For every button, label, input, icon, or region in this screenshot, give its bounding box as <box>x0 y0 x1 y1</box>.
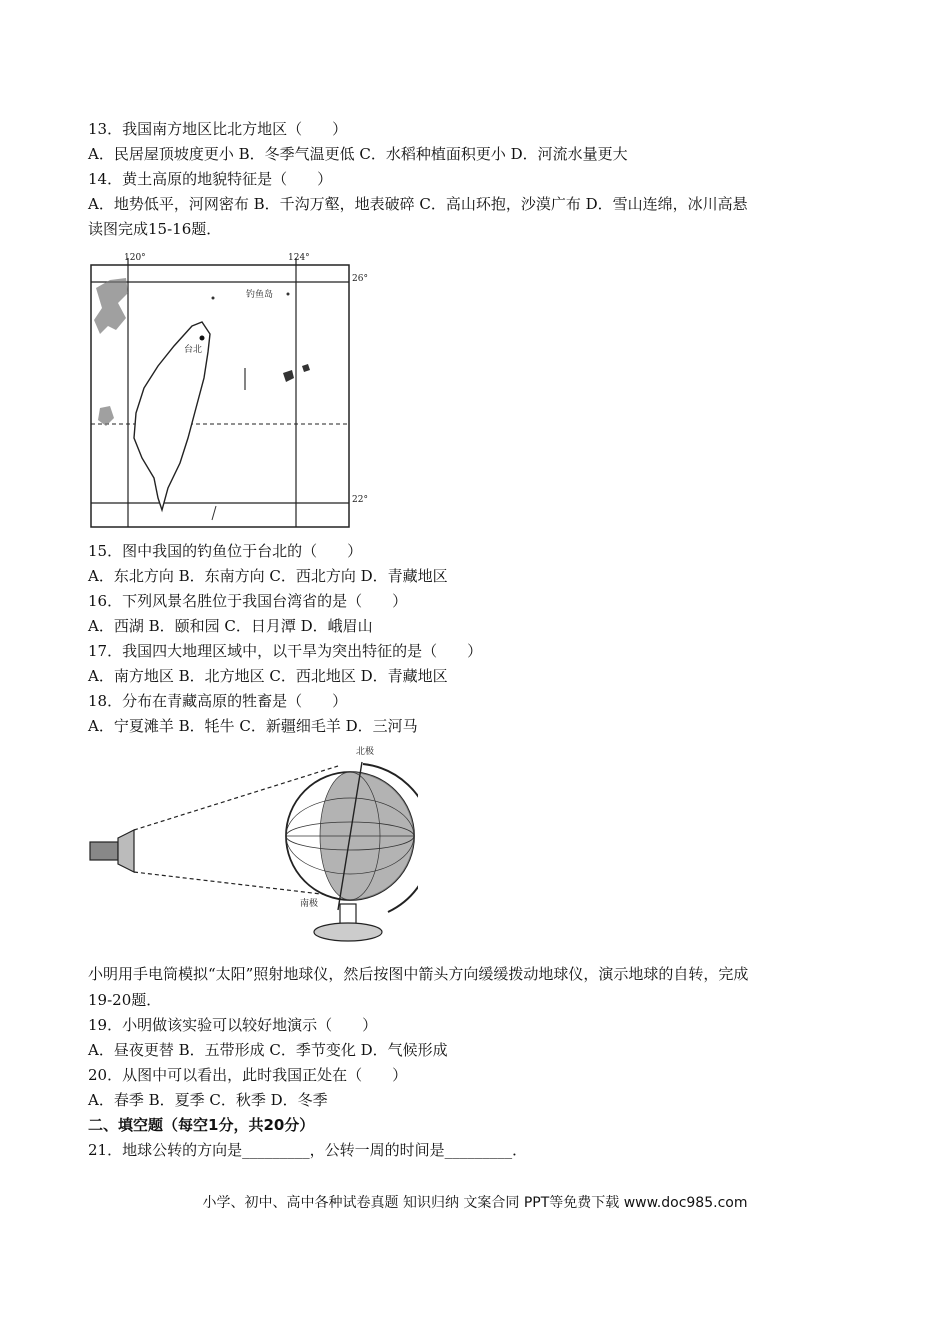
question-14-options: A．地势低平，河网密布 B．千沟万壑，地表破碎 C．高山环抱，沙漠广布 D．雪山连绵，冰川高悬 <box>88 195 748 213</box>
map-lon-120: 120° <box>124 253 146 263</box>
map-lat-26: 26° <box>352 274 368 284</box>
map-label-diaoyu: 钓鱼岛 <box>246 290 274 300</box>
section-heading-fill-in: 二、填空题（每空1分，共20分） <box>88 1116 315 1134</box>
question-18-stem: 18．分布在青藏高原的牲畜是（ ） <box>88 692 348 710</box>
question-15-options: A．东北方向 B．东南方向 C．西北方向 D．青藏地区 <box>88 567 448 585</box>
question-15-stem: 15．图中我国的钓鱼位于台北的（ ） <box>88 542 363 560</box>
question-20-options: A．春季 B．夏季 C．秋季 D．冬季 <box>88 1091 328 1109</box>
page-footer: 小学、初中、高中各种试卷真题 知识归纳 文案合同 PPT等免费下载 www.doc985.com <box>202 1195 748 1211</box>
map-label-taipei: 台北 <box>184 345 203 355</box>
question-17-options: A．南方地区 B．北方地区 C．西北地区 D．青藏地区 <box>88 667 448 685</box>
map-lon-124: 124° <box>288 253 310 263</box>
question-13-options: A．民居屋顶坡度更小 B．冬季气温更低 C．水稻种植面积更小 D．河流水量更大 <box>88 145 628 163</box>
question-17-stem: 17．我国四大地理区域中，以干旱为突出特征的是（ ） <box>88 642 483 660</box>
question-18-options: A．宁夏滩羊 B．牦牛 C．新疆细毛羊 D．三河马 <box>88 717 418 735</box>
question-19-stem: 19．小明做该实验可以较好地演示（ ） <box>88 1016 378 1034</box>
intro-19-20-line1: 小明用手电筒模拟“太阳”照射地球仪，然后按图中箭头方向缓缓拨动地球仪，演示地球的自转，完成 <box>88 965 749 983</box>
question-16-options: A．西湖 B．颐和园 C．日月潭 D．峨眉山 <box>88 617 373 635</box>
taiwan-map-figure <box>88 248 380 530</box>
map-lat-22: 22° <box>352 495 368 505</box>
globe-label-bottom: 南极 <box>300 899 319 909</box>
question-16-stem: 16．下列风景名胜位于我国台湾省的是（ ） <box>88 592 408 610</box>
flashlight-globe-figure <box>88 744 418 952</box>
question-14-stem: 14．黄土高原的地貌特征是（ ） <box>88 170 333 188</box>
globe-label-top: 北极 <box>356 747 375 757</box>
question-20-stem: 20．从图中可以看出，此时我国正处在（ ） <box>88 1066 408 1084</box>
intro-15-16: 读图完成15-16题． <box>88 220 222 238</box>
question-21: 21．地球公转的方向是_________，公转一周的时间是_________． <box>88 1141 528 1159</box>
question-13-stem: 13．我国南方地区比北方地区（ ） <box>88 120 348 138</box>
intro-19-20-line2: 19-20题． <box>88 991 162 1009</box>
question-19-options: A．昼夜更替 B．五带形成 C．季节变化 D．气候形成 <box>88 1041 448 1059</box>
